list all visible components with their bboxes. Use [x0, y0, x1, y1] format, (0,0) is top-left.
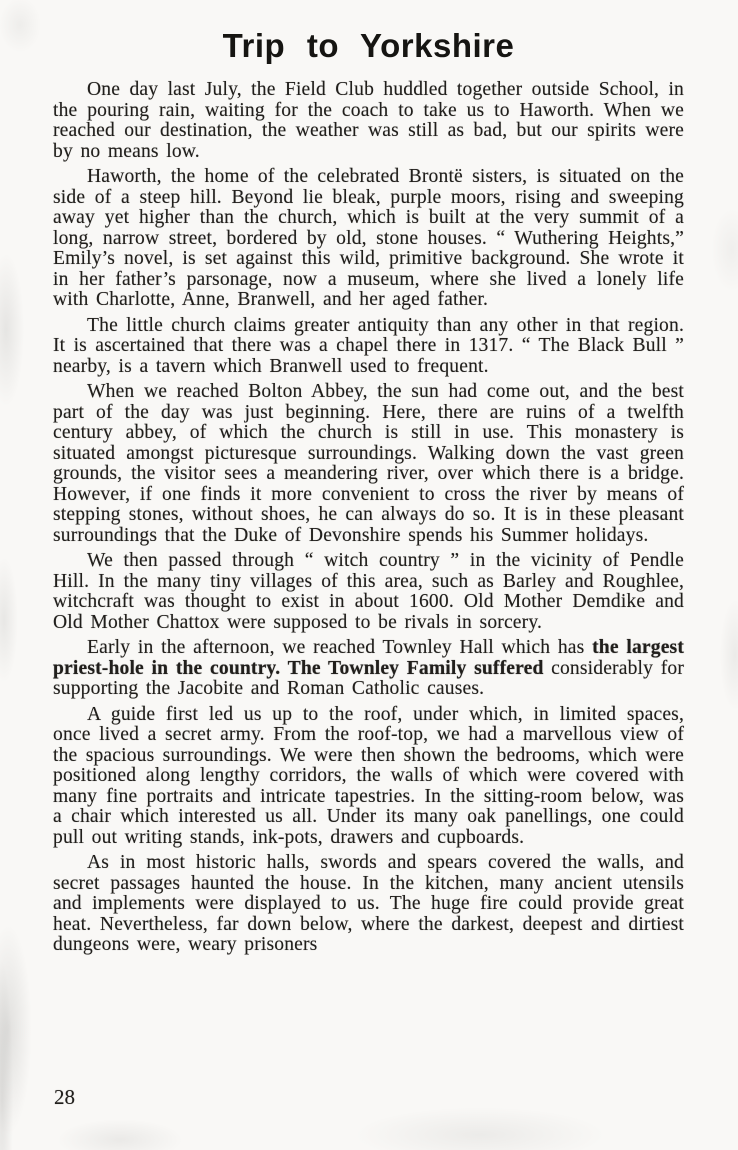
paragraph-text: Haworth, the home of the celebrated Brontë sisters, is situated on the side of a steep hill. Beyond lie bleak, purple moors, rising and sweeping away yet higher than the church, which is built at the very summit of a long, narrow street, bordered by old, stone houses. “ Wuthering Heights,” Emily’s novel, is set against this wild, primitive background. She wrote it in her father’s parsonage, now a museum, where she lived a lonely life with Charlotte, Anne, Branwell, and her aged father.	[53, 166, 684, 310]
paragraph-text: When we reached Bolton Abbey, the sun had come out, and the best part of the day was just beginning. Here, there are ruins of a twelfth century abbey, of which the church is still in use. This monastery is situated amongst picturesque surroundings. Walking down the vast green grounds, the visitor sees a meandering river, over which there is a bridge. However, if one finds it more convenient to cross the river by means of stepping stones, without shoes, he can always do so. It is in these pleasant surroundings that the Duke of Devonshire spends his Summer holidays.	[53, 381, 684, 546]
paragraph	[53, 316, 684, 378]
paragraph-text: considerably for supporting the Jacobite and Roman Catholic causes.	[53, 657, 684, 699]
paragraph-text: We then passed through “ witch country ” in the vicinity of Pendle Hill. In the many tiny villages of this area, such as Barley and Roughlee, witchcraft was thought to exist in about 1600. Old Mother Demdike and Old Mother Chattox were supposed to be rivals in sorcery.	[53, 550, 684, 633]
paragraph-text: As in most historic halls, swords and spears covered the walls, and secret passages haunted the house. In the kitchen, many ancient utensils and implements were displayed to us. The huge fire could provide great heat. Nevertheless, far down below, where the darkest, deepest and dirtiest dungeons were, weary prisoners	[53, 852, 684, 955]
paragraph	[53, 382, 684, 546]
paragraph-text-bold: the largest priest-hole in the country. The Townley Family suffered	[53, 637, 684, 679]
paragraph	[53, 551, 684, 633]
paragraph-text: A guide first led us up to the roof, under which, in limited spaces, once lived a secret army. From the roof-top, we had a marvellous view of the spacious surroundings. We were then shown the bedrooms, which were positioned along lengthy corridors, the walls of which were covered with many fine portraits and intricate tapestries. In the sitting-room below, was a chair which interested us all. Under its many oak panellings, one could pull out writing stands, ink-pots, drawers and cupboards.	[53, 703, 684, 848]
article-title: Trip to Yorkshire	[222, 27, 515, 64]
paragraph	[53, 705, 684, 849]
paragraph	[53, 80, 684, 162]
paragraph-text: Early in the afternoon, we reached Townley Hall which has	[87, 637, 593, 658]
paragraph	[53, 638, 684, 700]
page-content	[53, 26, 684, 961]
paragraph	[53, 853, 684, 956]
article-body	[53, 80, 684, 956]
paragraph-text: One day last July, the Field Club huddled together outside School, in the pouring rain, waiting for the coach to take us to Haworth. When we reached our destination, the weather was still as bad, but our spirits were by no means low.	[53, 79, 684, 162]
paragraph	[53, 167, 684, 311]
paragraph-text: The little church claims greater antiquity than any other in that region. It is ascertained that there was a chapel there in 1317. “ The Black Bull ” nearby, is a tavern which Branwell used to frequent.	[53, 314, 684, 377]
page-number: 28	[54, 1085, 75, 1109]
